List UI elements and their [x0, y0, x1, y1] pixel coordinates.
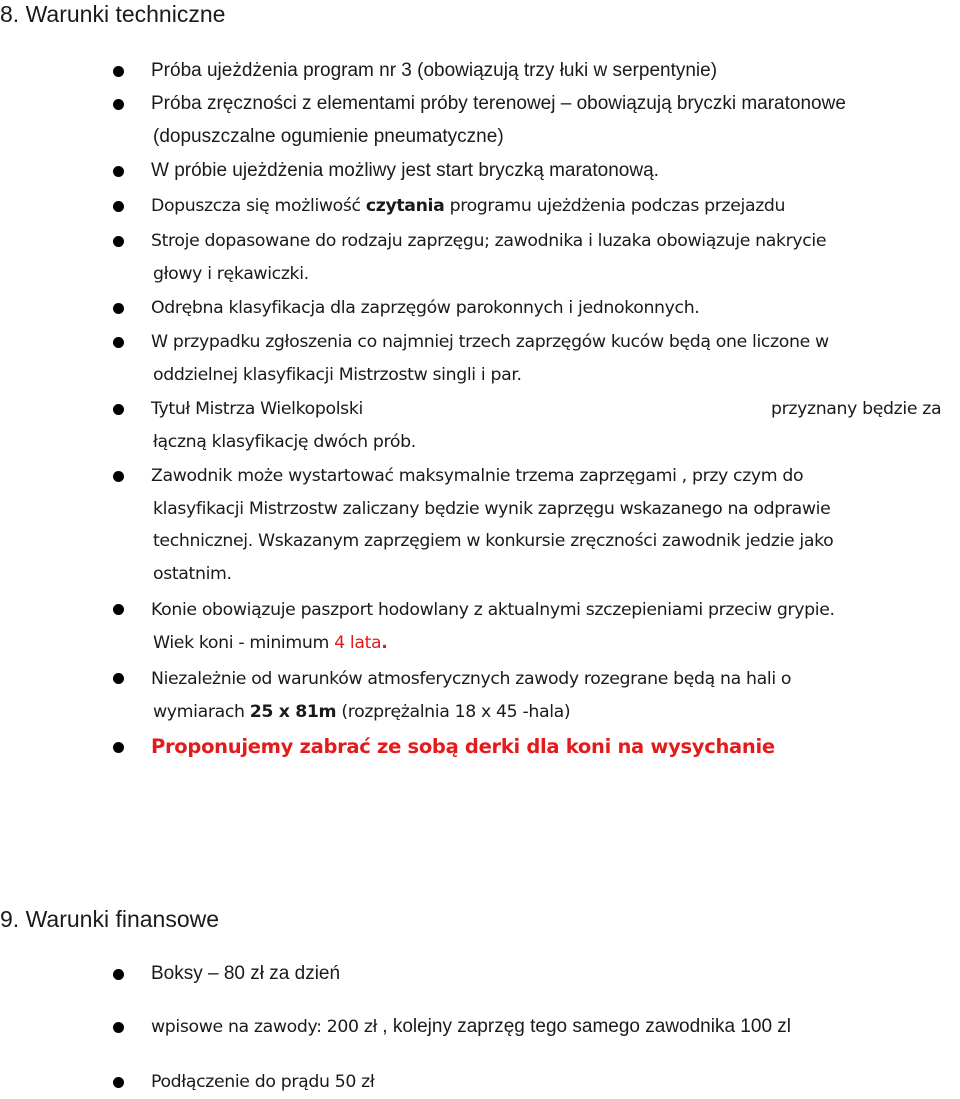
item-text: Stroje dopasowane do rodzaju zaprzęgu; zawodnika i luzaka obowiązuje nakrycie [151, 231, 827, 251]
list-item [151, 1011, 791, 1044]
item-text: Tytuł Mistrza Wielkopolski przyznany będzie za [151, 399, 942, 419]
bullet-icon [113, 337, 124, 348]
item-text: Dopuszcza się możliwość czytania programu ujeżdżenia podczas przejazdu [151, 196, 786, 216]
bullet-icon [113, 166, 124, 177]
bullet-icon [113, 99, 124, 110]
bullet-icon [113, 471, 124, 482]
item-text: oddzielnej klasyfikacji Mistrzostw singli i par. [153, 364, 522, 385]
item-text: klasyfikacji Mistrzostw zaliczany będzie wynik zaprzęgu wskazanego na odprawie [153, 498, 831, 519]
list-item [151, 292, 699, 325]
bullet-icon [113, 404, 124, 415]
item-text: głowy i rękawiczki. [153, 263, 309, 284]
item-text: W przypadku zgłoszenia co najmniej trzech zaprzęgów kuców będą one liczone w [151, 332, 829, 352]
list-item [151, 460, 833, 590]
item-text: Konie obowiązuje paszport hodowlany z aktualnymi szczepieniami przeciw grypie. [151, 600, 835, 620]
item-text: Wiek koni - minimum 4 lata. [153, 632, 388, 653]
bullet-icon [113, 66, 124, 77]
list-item [151, 88, 846, 153]
item-text: Niezależnie od warunków atmosferycznych zawody rozegrane będą na hali o [151, 669, 792, 689]
item-text: Podłączenie do prądu 50 zł [151, 1072, 375, 1092]
item-text: Próba zręczności z elementami próby terenowej – obowiązują bryczki maratonowe [151, 93, 846, 114]
list-item [151, 958, 340, 991]
section-8-heading: 8. Warunki techniczne [0, 1, 226, 27]
list-item [151, 731, 775, 764]
list-item [151, 155, 659, 188]
item-text: Boksy – 80 zł za dzień [151, 963, 341, 984]
item-text: Proponujemy zabrać ze sobą derki dla koni na wysychanie [151, 735, 775, 758]
bullet-icon [113, 673, 124, 684]
list-item [151, 225, 826, 290]
item-text: Odrębna klasyfikacja dla zaprzęgów parokonnych i jednokonnych. [151, 298, 700, 318]
list-item [151, 663, 791, 728]
item-text: (dopuszczalne ogumienie pneumatyczne) [153, 125, 504, 147]
list-item [151, 190, 785, 223]
item-text: ostatnim. [153, 563, 232, 584]
item-text: wpisowe na zawody: 200 zł , kolejny zaprzęg tego samego zawodnika 100 zl [151, 1016, 792, 1037]
list-item [151, 1066, 374, 1099]
list-item [151, 594, 835, 659]
item-text: Próba ujeżdżenia program nr 3 (obowiązują trzy łuki w serpentynie) [151, 60, 718, 81]
bullet-icon [113, 969, 124, 980]
section-9-heading: 9. Warunki finansowe [0, 906, 220, 932]
list-item [151, 326, 829, 391]
item-text: wymiarach 25 x 81m (rozprężalnia 18 x 45 -hala) [153, 701, 571, 722]
item-text: łączną klasyfikację dwóch prób. [153, 431, 416, 452]
bullet-icon [113, 604, 124, 615]
item-text: technicznej. Wskazanym zaprzęgiem w konkursie zręczności zawodnik jedzie jako [153, 531, 834, 551]
bullet-icon [113, 303, 124, 314]
bullet-icon [113, 742, 124, 753]
list-item [151, 393, 959, 458]
item-text: W próbie ujeżdżenia możliwy jest start bryczką maratonową. [151, 160, 659, 181]
bullet-icon [113, 201, 124, 212]
bullet-icon [113, 236, 124, 247]
bullet-icon [113, 1022, 124, 1033]
list-item [151, 55, 717, 88]
bullet-icon [113, 1077, 124, 1088]
item-text: Zawodnik może wystartować maksymalnie trzema zaprzęgami , przy czym do [151, 466, 804, 486]
